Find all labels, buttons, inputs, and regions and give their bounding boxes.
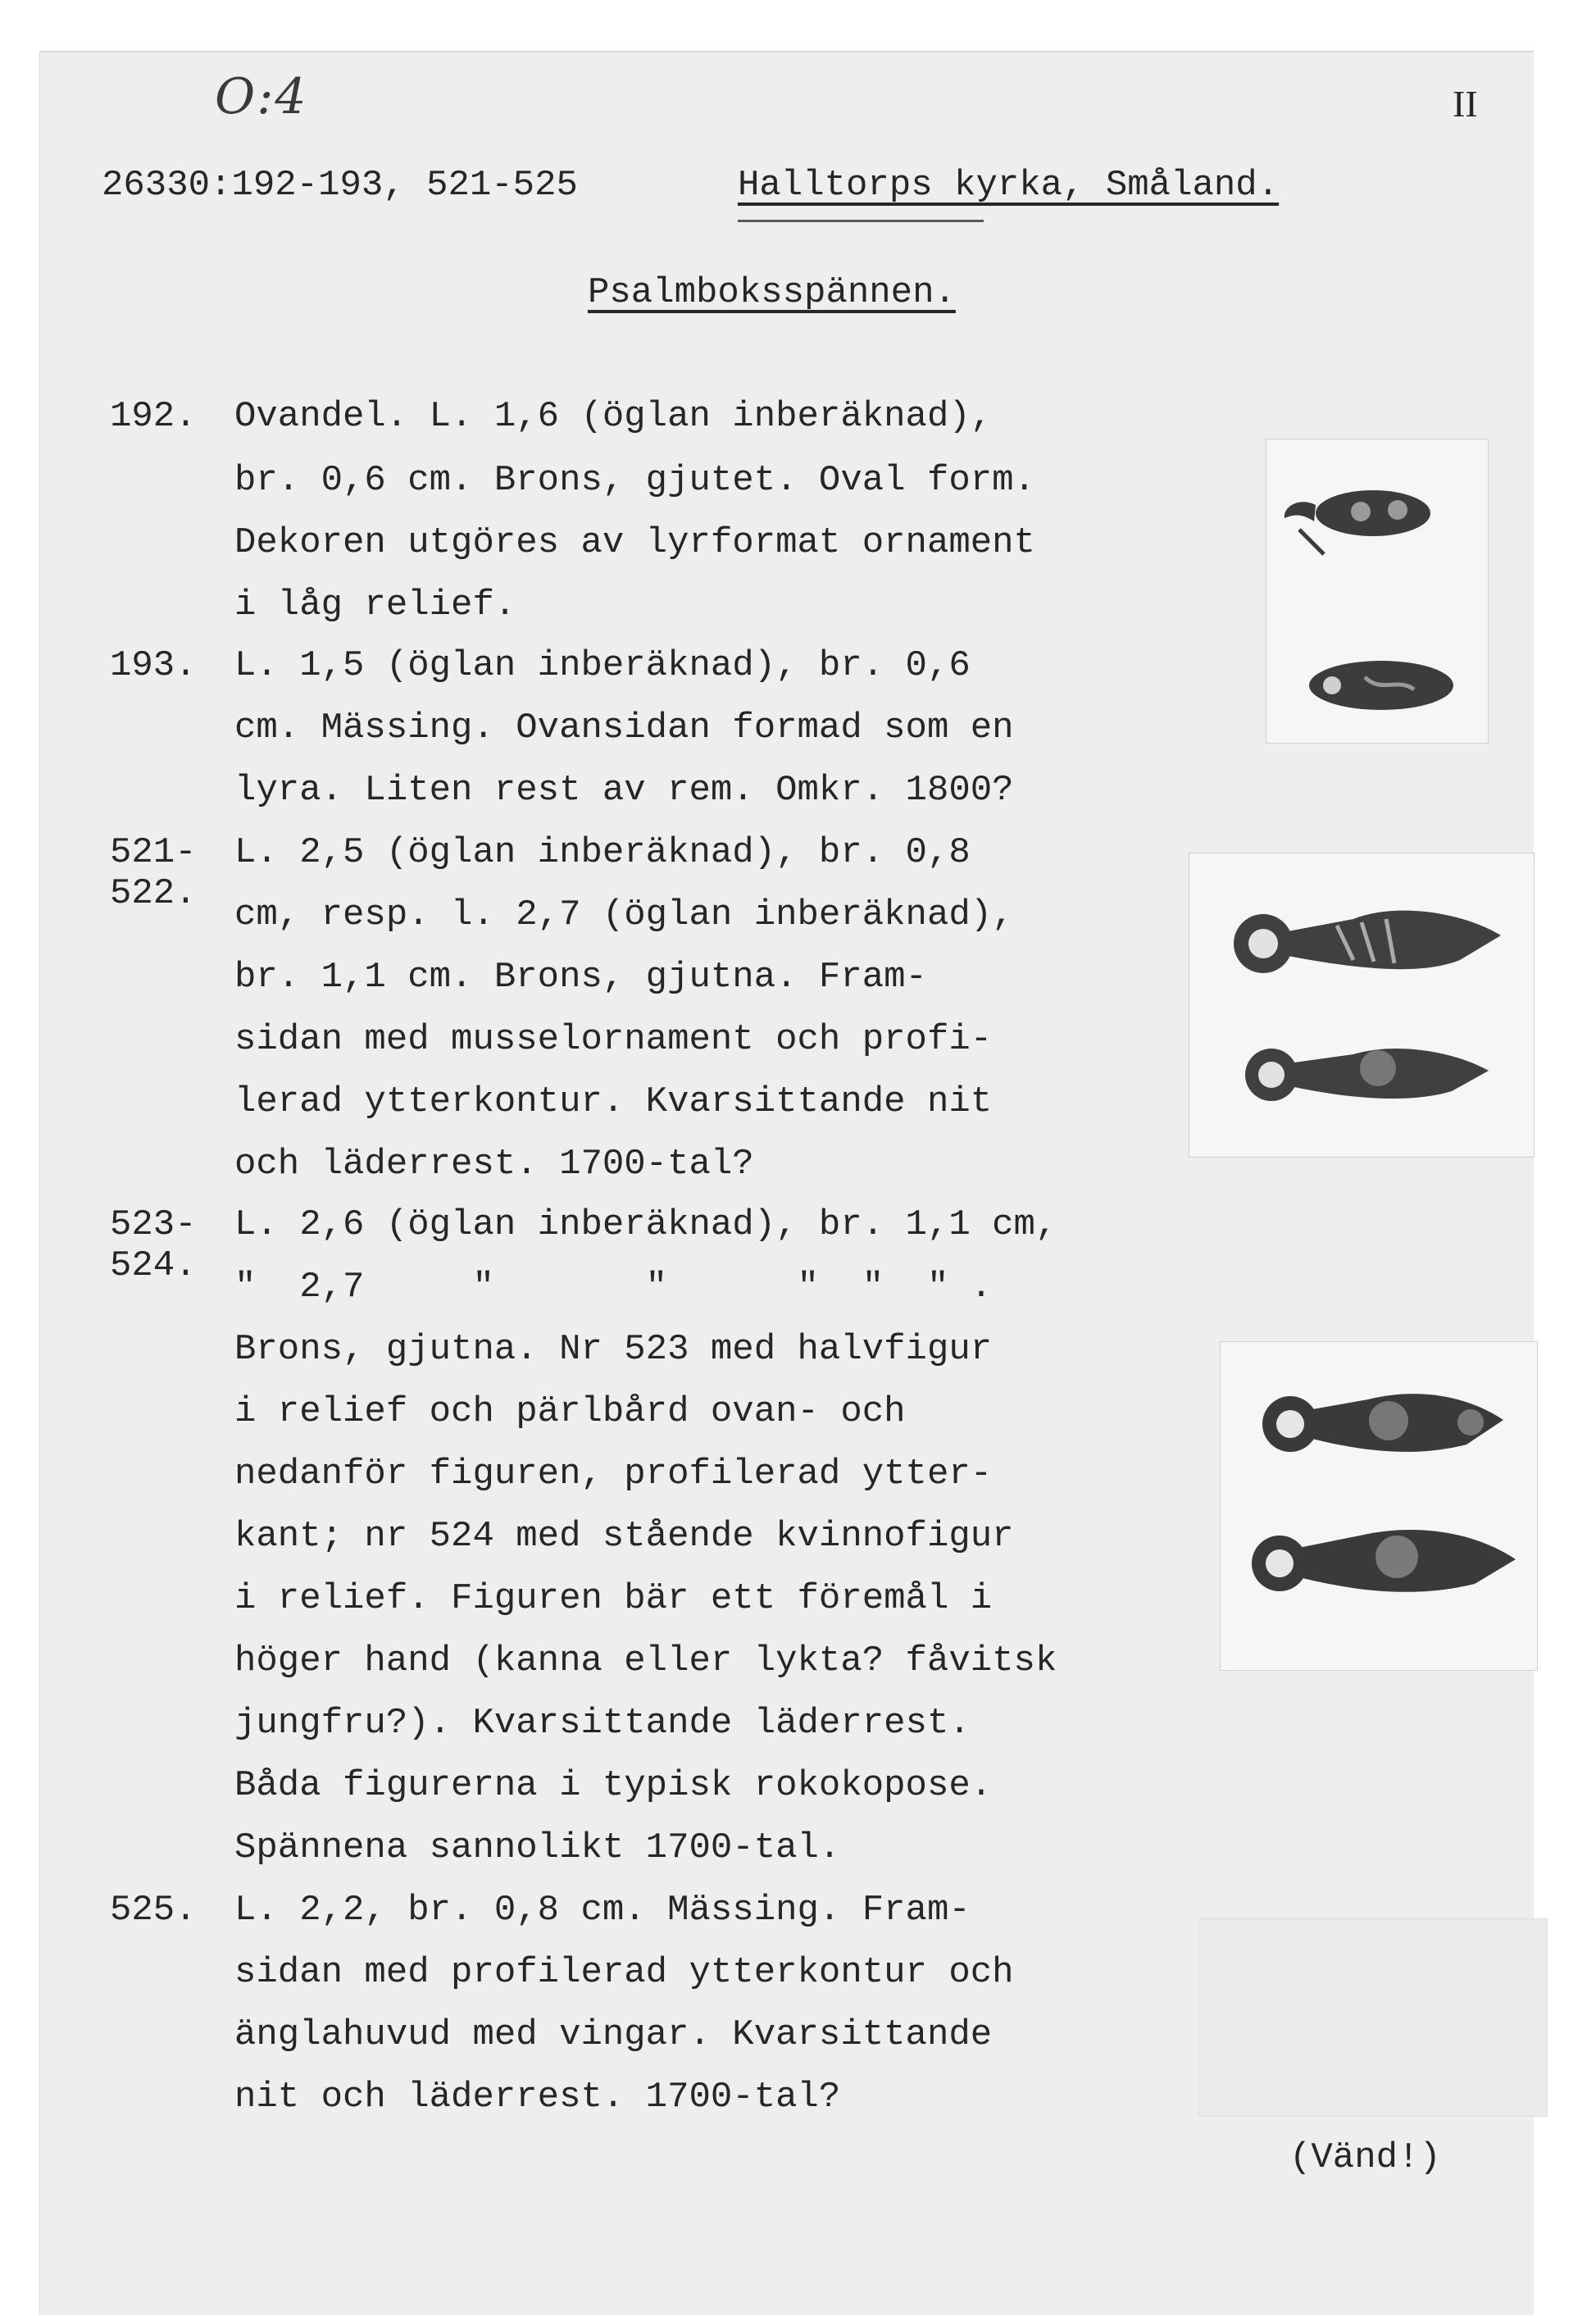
entry-number: 521- xyxy=(110,832,197,873)
entry-line: Spännena sannolikt 1700-tal. xyxy=(234,1827,841,1868)
place-underline xyxy=(738,220,984,222)
page-title: Psalmboksspännen. xyxy=(588,272,956,313)
entry-line: L. 1,5 (öglan inberäknad), br. 0,6 xyxy=(234,645,971,686)
page-number: II xyxy=(1453,83,1478,125)
entry-line: nedanför figuren, profilerad ytter- xyxy=(234,1454,993,1495)
entry-line: Brons, gjutna. Nr 523 med halvfigur xyxy=(234,1329,993,1370)
entry-line: Ovandel. L. 1,6 (öglan inberäknad), xyxy=(234,396,993,437)
clasp-photo-525 xyxy=(1198,1918,1548,2117)
clasp-photo-521-522 xyxy=(1189,853,1535,1158)
handwritten-mark: O:4 xyxy=(215,68,308,125)
entry-line: änglahuvud med vingar. Kvarsittande xyxy=(234,2014,993,2055)
clasp-photo-523-524 xyxy=(1220,1341,1538,1671)
entry-line: i relief. Figuren bär ett föremål i xyxy=(234,1578,993,1619)
entry-line: br. 0,6 cm. Brons, gjutet. Oval form. xyxy=(234,460,1035,501)
entry-number: 193. xyxy=(110,645,197,686)
entry-line: " 2,7 " " " " " . xyxy=(234,1267,993,1308)
entry-line: höger hand (kanna eller lykta? fåvitsk xyxy=(234,1640,1057,1681)
entry-line: lerad ytterkontur. Kvarsittande nit xyxy=(234,1081,993,1122)
entry-number: 524. xyxy=(110,1245,197,1286)
entry-line: sidan med profilerad ytterkontur och xyxy=(234,1952,1014,1993)
entry-line: L. 2,2, br. 0,8 cm. Mässing. Fram- xyxy=(234,1890,971,1931)
entry-line: och läderrest. 1700-tal? xyxy=(234,1144,754,1185)
entry-number: 525. xyxy=(110,1890,197,1931)
entry-line: Båda figurerna i typisk rokokopose. xyxy=(234,1765,993,1806)
entry-number: 523- xyxy=(110,1204,197,1245)
entry-line: cm. Mässing. Ovansidan formad som en xyxy=(234,708,1014,748)
entry-line: nit och läderrest. 1700-tal? xyxy=(234,2077,841,2118)
entry-line: L. 2,5 (öglan inberäknad), br. 0,8 xyxy=(234,832,971,873)
entry-line: Dekoren utgöres av lyrformat ornament xyxy=(234,522,1035,563)
entry-line: i relief och pärlbård ovan- och xyxy=(234,1391,906,1432)
entry-line: kant; nr 524 med stående kvinnofigur xyxy=(234,1516,1014,1557)
inventory-number: 26330:192-193, 521-525 xyxy=(102,165,578,206)
turn-page-note: (Vänd!) xyxy=(1289,2137,1441,2178)
place-heading: Halltorps kyrka, Småland. xyxy=(738,165,1280,206)
entry-line: i låg relief. xyxy=(234,585,516,626)
entry-line: L. 2,6 (öglan inberäknad), br. 1,1 cm, xyxy=(234,1204,1057,1245)
entry-number: 192. xyxy=(110,396,197,437)
clasp-photo-192-193 xyxy=(1266,439,1489,744)
entry-line: lyra. Liten rest av rem. Omkr. 1800? xyxy=(234,770,1014,811)
entry-line: sidan med musselornament och profi- xyxy=(234,1019,993,1060)
entry-line: br. 1,1 cm. Brons, gjutna. Fram- xyxy=(234,957,927,998)
entry-line: jungfru?). Kvarsittande läderrest. xyxy=(234,1703,971,1744)
entry-line: cm, resp. l. 2,7 (öglan inberäknad), xyxy=(234,894,1014,935)
entry-number: 522. xyxy=(110,873,197,914)
